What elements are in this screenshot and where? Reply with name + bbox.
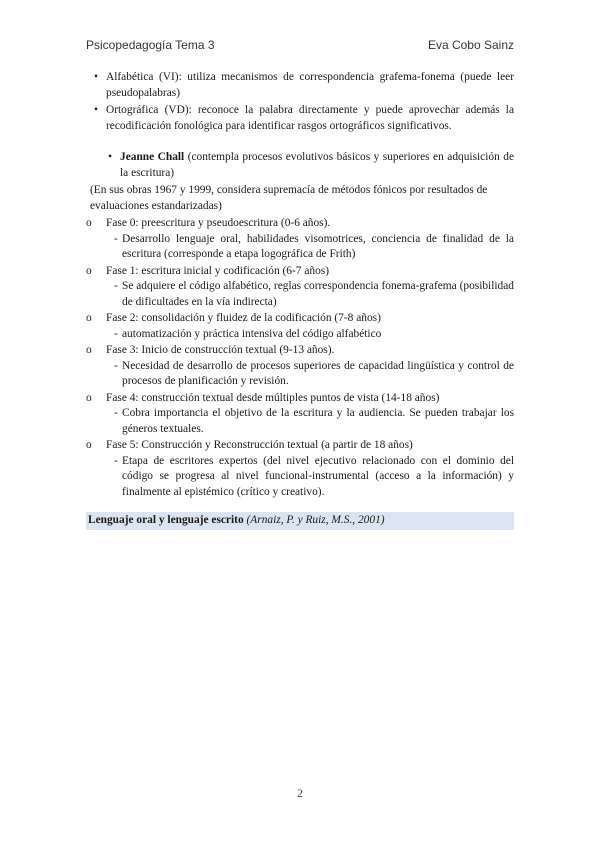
phase-detail: Desarrollo lenguaje oral, habilidades visomotrices, conciencia de finalidad de la escritura (corresponde a etapa logográfica de Frith) [122, 232, 514, 260]
phase-title: Fase 0: preescritura y pseudoescritura (0-6 años). [106, 217, 331, 229]
phase-detail: Necesidad de desarrollo de procesos superiores de capacidad lingüística y control de procesos de planificación y revisión. [122, 359, 514, 387]
chall-note: (En sus obras 1967 y 1999, considera supremacía de métodos fónicos por resultados de evaluaciones estandarizadas) [90, 184, 488, 212]
phase-marker: o [86, 217, 92, 229]
phase-marker: o [86, 264, 92, 277]
header-left: Psicopedagogía Tema 3 [86, 38, 215, 52]
bullet-marker: • [94, 104, 98, 116]
phase-title: Fase 1: escritura inicial y codificación (6-7 años) [106, 264, 329, 277]
phase-marker: o [86, 439, 92, 451]
bullet-text: Alfabética (VI): utiliza mecanismos de correspondencia grafema-fonema (puede leer pseudopalabras) [106, 71, 514, 99]
phase-item: o Fase 2: consolidación y fluidez de la codificación (7-8 años) - automatización y práctica intensiva del código alfabético [86, 311, 514, 342]
phase-detail: Cobra importancia el objetivo de la escritura y la audiencia. Se pueden trabajar los géneros textuales. [122, 407, 514, 435]
phase-marker: o [86, 312, 92, 324]
phase-item: o Fase 1: escritura inicial y codificación (6-7 años) - Se adquiere el código alfabético, reglas correspondencia fonema-grafema (posibilidad de dificultades en la vía indirecta) [86, 264, 514, 311]
phase-item: o Fase 5: Construcción y Reconstrucción textual (a partir de 18 años) - Etapa de escritores expertos (del nivel ejecutivo relacionado con el dominio del código se progresa al nivel funcional-instrumental (acceso a la información) y finalmente al epistémico (crítico y creativo). [86, 438, 514, 500]
page-number: 2 [297, 786, 303, 800]
phase-marker: o [86, 391, 92, 404]
phase-detail: Se adquiere el código alfabético, reglas correspondencia fonema-grafema (posibilidad de dificultades en la vía indirecta) [122, 280, 514, 308]
phase-detail: Etapa de escritores expertos (del nivel ejecutivo relacionado con el dominio del código se progresa al nivel funcional-instrumental (acceso a la información) y finalmente al epistémico (crítico y creativo). [122, 454, 514, 498]
phase-item: o Fase 4: construcción textual desde múltiples puntos de vista (14-18 años) - Cobra importancia el objetivo de la escritura y la audiencia. Se pueden trabajar los géneros textuales. [86, 391, 514, 438]
author-name: Jeanne Chall [120, 151, 185, 163]
section-heading [86, 512, 514, 530]
phase-title: Fase 2: consolidación y fluidez de la codificación (7-8 años) [106, 312, 381, 324]
chall-description: (contempla procesos evolutivos básicos y superiores en adquisición de la escritura) [120, 151, 514, 179]
bullet-item [86, 70, 514, 101]
chall-bullet [100, 150, 514, 181]
phase-detail: automatización y práctica intensiva del código alfabético [122, 327, 382, 340]
bullet-marker: • [94, 71, 98, 83]
bullet-marker: • [108, 151, 112, 163]
phase-item: o Fase 3: Inicio de construcción textual (9-13 años). - Necesidad de desarrollo de procesos superiores de capacidad lingüística y control de procesos de planificación y revisión. [86, 343, 514, 390]
bullet-text: Ortográfica (VD): reconoce la palabra directamente y puede aprovechar además la recodificación fonológica para identificar rasgos ortográficos significativos. [106, 104, 514, 132]
phase-title: Fase 5: Construcción y Reconstrucción textual (a partir de 18 años) [106, 439, 413, 451]
phase-title: Fase 4: construcción textual desde múltiples puntos de vista (14-18 años) [106, 391, 440, 404]
section-heading-citation: (Arnaiz, P. y Ruiz, M.S., 2001) [246, 514, 385, 526]
page-body [86, 70, 514, 530]
phase-marker: o [86, 344, 92, 356]
header-right: Eva Cobo Sainz [427, 38, 514, 52]
phase-title: Fase 3: Inicio de construcción textual (9-13 años). [106, 344, 335, 356]
bullet-item [86, 103, 514, 134]
section-heading-title: Lenguaje oral y lenguaje escrito [88, 514, 244, 526]
phase-item: o Fase 0: preescritura y pseudoescritura (0-6 años). - Desarrollo lenguaje oral, habilidades visomotrices, conciencia de finalidad de la escritura (corresponde a etapa logográfica de Frith) [86, 216, 514, 263]
